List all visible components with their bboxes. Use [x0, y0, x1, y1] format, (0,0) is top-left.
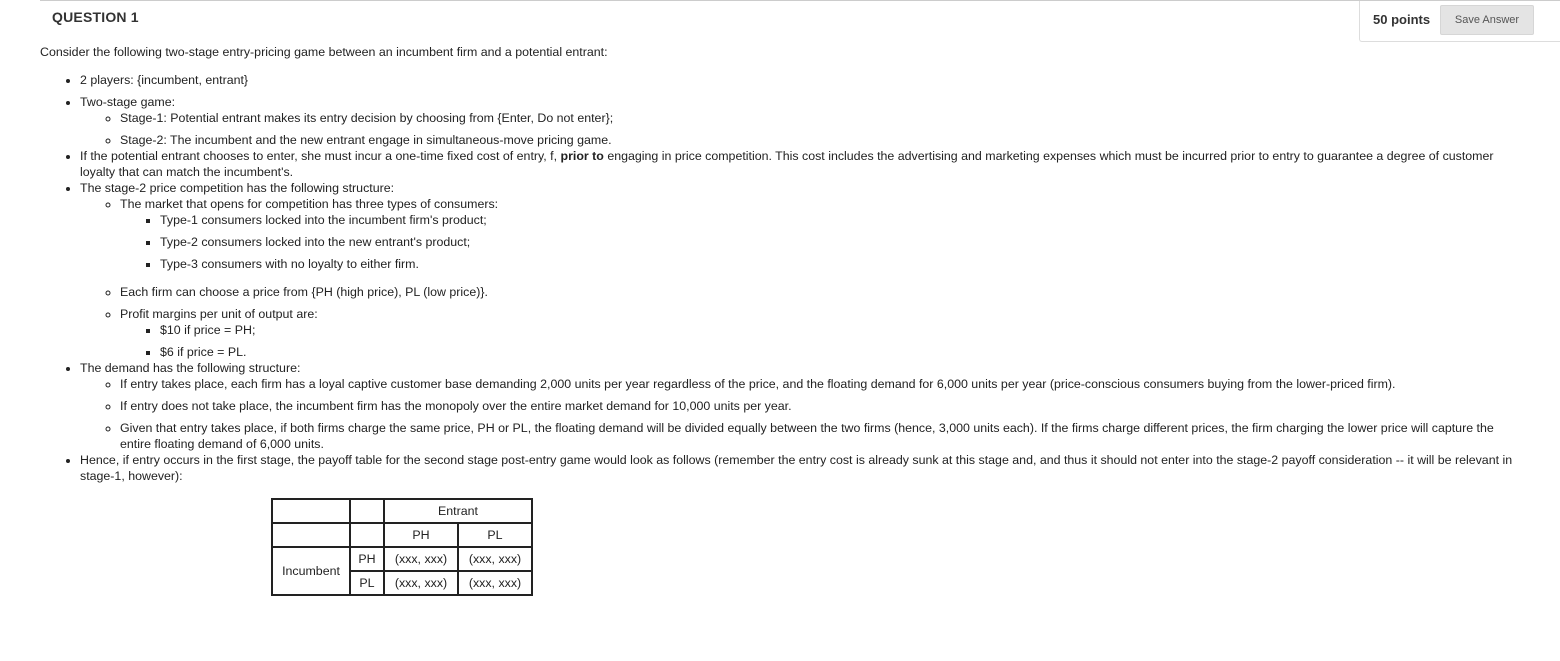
question-body: [40, 44, 1520, 596]
payoff-cell: (xxx, xxx): [458, 571, 532, 595]
list-item: ▪ Type-2 consumers locked into the new entrant's product;: [160, 234, 1520, 250]
list-item: • Hence, if entry occurs in the first stage, the payoff table for the second stage post-entry game would look as follows (remember the entry cost is already sunk at this stage and, and thus it should not enter into the stage-2 payoff consideration -- it will be relevant in stage-1, however):: [80, 452, 1520, 484]
save-answer-button[interactable]: Save Answer: [1440, 5, 1534, 35]
list-item: ▪ Type-1 consumers locked into the incumbent firm's product;: [160, 212, 1520, 228]
list-item: ◦ Given that entry takes place, if both firms charge the same price, PH or PL, the floating demand will be divided equally between the two firms (hence, 3,000 units each). If the firms charge different prices, the firm charging the lower price will capture the entire floating demand of 6,000 units.: [120, 420, 1520, 452]
list-item: ◦ If entry does not take place, the incumbent firm has the monopoly over the entire market demand for 10,000 units per year.: [120, 398, 1520, 414]
table-row: [272, 547, 532, 571]
list-item: [120, 196, 1520, 272]
entry-cost-emphasis: prior to: [560, 149, 604, 163]
stage-list: [80, 110, 1520, 148]
price-structure-list: [80, 196, 1520, 360]
list-item: ◦ Each firm can choose a price from {PH (high price), PL (low price)}.: [120, 284, 1520, 300]
payoff-table: [271, 498, 533, 596]
list-item: ▪ Type-3 consumers with no loyalty to either firm.: [160, 256, 1520, 272]
list-item: • 2 players: {incumbent, entrant}: [80, 72, 1520, 88]
question-title: QUESTION 1: [52, 9, 139, 25]
list-item: ◦ Stage-1: Potential entrant makes its entry decision by choosing from {Enter, Do not enter};: [120, 110, 1520, 126]
list-item-text: The market that opens for competition has three types of consumers:: [120, 197, 499, 211]
list-item-text: The stage-2 price competition has the following structure:: [80, 181, 395, 195]
list-item: ◦ If entry takes place, each firm has a loyal captive customer base demanding 2,000 units per year regardless of the price, and the floating demand for 6,000 units per year (price-conscious consumers buying from the lower-priced firm).: [120, 376, 1520, 392]
list-item: [80, 180, 1520, 360]
list-item-text: The demand has the following structure:: [80, 361, 301, 375]
payoff-intro-list: [40, 452, 1520, 484]
table-row: [272, 499, 532, 523]
list-item-text: Two-stage game:: [80, 95, 176, 109]
question-header: [40, 0, 1560, 35]
row-label-pl: PL: [350, 571, 384, 595]
demand-details-list: [80, 376, 1520, 452]
consumer-types-list: [120, 212, 1520, 272]
table-corner-cell: [272, 523, 350, 547]
payoff-cell: (xxx, xxx): [384, 547, 458, 571]
game-setup-list: [40, 72, 1520, 148]
entry-cost-item: [80, 148, 1520, 180]
row-label-ph: PH: [350, 547, 384, 571]
points-label: 50 points: [1373, 12, 1431, 27]
row-player-label: Incumbent: [272, 547, 350, 595]
list-item: [80, 94, 1520, 148]
payoff-cell: (xxx, xxx): [458, 547, 532, 571]
col-label-pl: PL: [458, 523, 532, 547]
list-item: [120, 306, 1520, 360]
col-label-ph: PH: [384, 523, 458, 547]
game-details-list: [40, 148, 1520, 360]
table-row: [272, 523, 532, 547]
payoff-cell: (xxx, xxx): [384, 571, 458, 595]
entry-cost-text-b: engaging in price competition. This cost includes the advertising and marketing expenses which must be incurred prior to entry to guarantee a degree of customer loyalty that can match the incumbent's.: [80, 149, 1494, 179]
margins-list: [120, 322, 1520, 360]
points-box: [1359, 1, 1560, 42]
col-player-label: Entrant: [384, 499, 532, 523]
list-item: ▪ $10 if price = PH;: [160, 322, 1520, 338]
entry-cost-text-a: If the potential entrant chooses to enter, she must incur a one-time fixed cost of entry, f,: [80, 149, 561, 163]
table-corner-cell: [272, 499, 350, 523]
demand-list: [40, 360, 1520, 452]
intro-text: Consider the following two-stage entry-pricing game between an incumbent firm and a potential entrant:: [40, 45, 608, 59]
table-corner-cell: [350, 499, 384, 523]
table-corner-cell: [350, 523, 384, 547]
list-item: ◦ Stage-2: The incumbent and the new entrant engage in simultaneous-move pricing game.: [120, 132, 1520, 148]
list-item: ▪ $6 if price = PL.: [160, 344, 1520, 360]
list-item: [80, 360, 1520, 452]
list-item-text: Profit margins per unit of output are:: [120, 307, 318, 321]
